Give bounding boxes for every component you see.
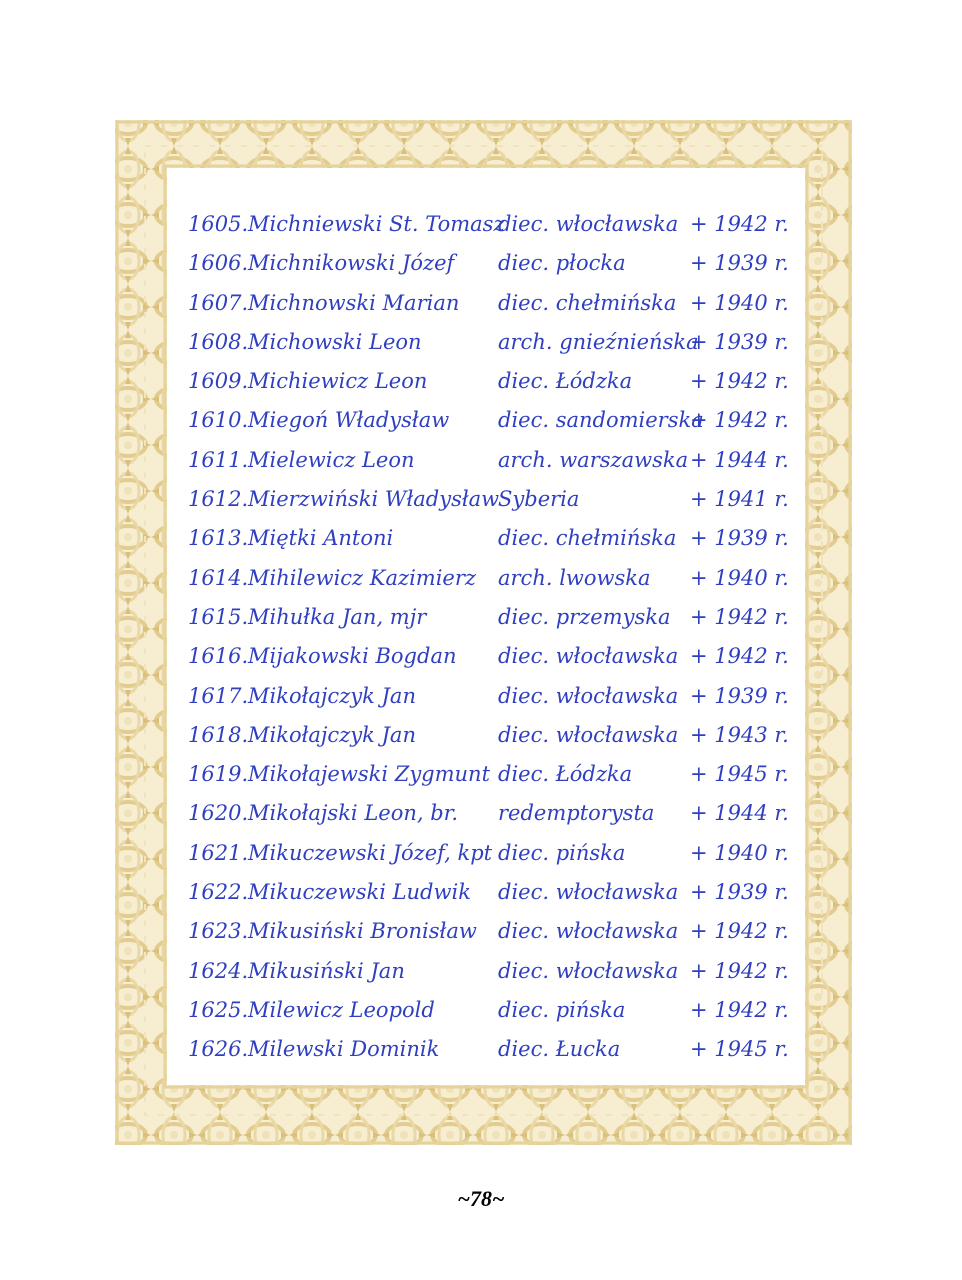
death-year: + 1939 r. [690,683,789,708]
entry-number: 1608. [188,329,249,354]
death-year: + 1942 r. [690,644,789,669]
person-name: Mikusiński Jan [248,958,405,983]
diocese: diec. włocławska [498,644,679,669]
diocese: diec. Łódzka [498,369,633,394]
death-year: + 1942 r. [690,997,789,1022]
person-name: Mihilewicz Kazimierz [248,565,476,590]
entry-number: 1620. [188,801,249,826]
diocese: diec. włocławska [498,722,679,747]
entry-number: 1616. [188,644,249,669]
person-name: Mikuczewski Józef, kpt [248,840,493,865]
list-item [188,637,808,676]
death-year: + 1944 r. [690,801,789,826]
death-year: + 1945 r. [690,1037,789,1062]
entry-number: 1623. [188,919,249,944]
death-year: + 1942 r. [690,212,789,236]
person-name: Mikusiński Bronisław [248,919,477,944]
entry-number: 1615. [188,604,249,629]
person-name: Michnikowski Józef [248,251,455,276]
list-item [188,1030,808,1069]
entry-number: 1617. [188,683,249,708]
death-year: + 1942 r. [690,919,789,944]
person-name: Mikołajczyk Jan [248,683,416,708]
entry-number: 1625. [188,997,249,1022]
death-year: + 1943 r. [690,722,789,747]
person-name: Mijakowski Bogdan [248,644,457,669]
list-item [188,559,808,598]
person-name: Michnowski Marian [248,290,460,315]
entry-number: 1605. [188,212,249,236]
person-name: Michowski Leon [248,329,422,354]
death-year: + 1942 r. [690,369,789,394]
entry-number: 1613. [188,526,249,551]
diocese: arch. lwowska [498,565,651,590]
diocese: diec. włocławska [498,880,679,905]
entry-number: 1618. [188,722,249,747]
person-name: Mikuczewski Ludwik [248,880,471,905]
deceased-priests-list [188,205,808,1070]
death-year: + 1941 r. [690,487,789,512]
list-item [188,794,808,833]
list-item [188,716,808,755]
list-item [188,519,808,558]
diocese: diec. chełmińska [498,526,677,551]
entry-number: 1610. [188,408,249,433]
entry-number: 1621. [188,840,249,865]
death-year: + 1939 r. [690,880,789,905]
diocese: diec. chełmińska [498,290,677,315]
entry-number: 1619. [188,762,249,787]
death-year: + 1942 r. [690,408,789,433]
death-year: + 1940 r. [690,840,789,865]
entry-number: 1607. [188,290,249,315]
list-item [188,873,808,912]
person-name: Mikołajczyk Jan [248,722,416,747]
diocese: diec. włocławska [498,683,679,708]
list-item [188,912,808,951]
list-item [188,401,808,440]
person-name: Michiewicz Leon [248,369,428,394]
diocese: arch. warszawska [498,447,689,472]
entry-number: 1612. [188,487,249,512]
list-item [188,677,808,716]
list-item [188,284,808,323]
diocese: arch. gnieźnieńska [498,329,699,354]
list-item [188,598,808,637]
person-name: Milewicz Leopold [248,997,435,1022]
diocese: Syberia [498,487,580,512]
death-year: + 1942 r. [690,604,789,629]
death-year: + 1940 r. [690,290,789,315]
death-year: + 1939 r. [690,251,789,276]
entry-number: 1609. [188,369,249,394]
entry-number: 1614. [188,565,249,590]
entry-number: 1606. [188,251,249,276]
list-item [188,480,808,519]
diocese: diec. włocławska [498,919,679,944]
list-item [188,834,808,873]
list-item [188,323,808,362]
person-name: Mihułka Jan, mjr [248,604,427,629]
death-year: + 1939 r. [690,329,789,354]
death-year: + 1942 r. [690,958,789,983]
death-year: + 1944 r. [690,447,789,472]
person-name: Mielewicz Leon [248,447,415,472]
person-name: Mikołajski Leon, br. [248,801,459,826]
death-year: + 1939 r. [690,526,789,551]
list-item [188,952,808,991]
entry-number: 1611. [188,447,249,472]
diocese: diec. przemyska [498,604,671,629]
death-year: + 1940 r. [690,565,789,590]
person-name: Mikołajewski Zygmunt [248,762,491,787]
diocese: diec. pińska [498,840,626,865]
person-name: Milewski Dominik [248,1037,440,1062]
list-item [188,441,808,480]
page-number: ~78~ [457,1186,505,1211]
person-name: Mierzwiński Władysław [248,487,500,512]
list-item [188,362,808,401]
entry-number: 1624. [188,958,249,983]
diocese: diec. włocławska [498,212,679,236]
person-name: Miegoń Władysław [248,408,450,433]
entry-number: 1626. [188,1037,249,1062]
diocese: diec. sandomierska [498,408,704,433]
diocese: diec. płocka [498,251,626,276]
person-name: Miętki Antoni [248,526,394,551]
diocese: redemptorysta [498,801,655,826]
diocese: diec. Łódzka [498,762,633,787]
list-item [188,755,808,794]
entry-number: 1622. [188,880,249,905]
list-item [188,244,808,283]
person-name: Michniewski St. Tomasz [248,212,505,236]
list-item [188,205,808,244]
death-year: + 1945 r. [690,762,789,787]
diocese: diec. pińska [498,997,626,1022]
diocese: diec. włocławska [498,958,679,983]
list-item [188,991,808,1030]
diocese: diec. Łucka [498,1037,621,1062]
